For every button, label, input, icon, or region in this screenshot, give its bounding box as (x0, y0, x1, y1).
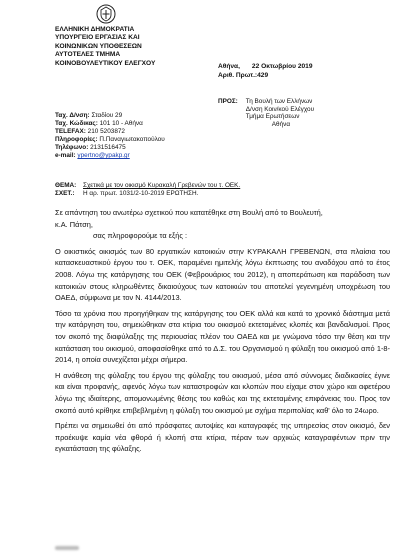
intro-line: κ.Α. Πάτση, (55, 219, 93, 229)
ministry-line: ΚΟΙΝΟΒΟΥΛΕΥΤΙΚΟΥ ΕΛΕΓΧΟΥ (55, 59, 156, 67)
city: Αθήνα, (218, 63, 240, 70)
subject-line (55, 182, 240, 190)
contact-label: Πληροφορίες: (55, 136, 98, 144)
protocol-number: 429 (257, 71, 269, 79)
contact-value: 2131516475 (90, 144, 126, 152)
paragraph-1: Ο οικιστικός οικισμός των 80 εργατικών κατοικιών στην ΚΥΡΑΚΑΛΗ ΓΡΕΒΕΝΩΝ, στα πλαίσια του κατασκευαστικού έργου του τ. ΟΕΚ, παραμένει ημιτελής λόγω έκπτωσης του αναδόχου από το έτος 2008. Λόγω της κατάργησης του ΟΕΚ (Φεβρουάριος του 2012), η αποπεράτωση και παράδοση των κατοικιών στους κληρωθέντες δικαιούχους των κατοικιών του αποτελεί γεγενημένη υποχρέωση του ΟΑΕΔ, σύμφωνα με τον Ν. 4144/2013. (55, 246, 390, 303)
contact-value: Σταδίου 29 (91, 112, 123, 119)
recipient-line: Τμήμα Ερωτήσεων (245, 113, 300, 121)
recipient-line: Τη Βουλή των Ελλήνων (245, 98, 313, 105)
contact-row-postcode (55, 120, 165, 128)
date-line (218, 63, 313, 72)
date: 22 Οκτωβρίου 2019 (251, 63, 313, 70)
recipient-line: Δ/νση Κοιν/κού Ελέγχου (245, 105, 315, 113)
ministry-line: ΥΠΟΥΡΓΕΙΟ ΕΡΓΑΣΙΑΣ ΚΑΙ (55, 34, 140, 42)
contact-label: Τηλέφωνο: (55, 144, 89, 152)
contact-row-email (55, 152, 165, 160)
ministry-line: ΕΛΛΗΝΙΚΗ ΔΗΜΟΚΡΑΤΙΑ (55, 26, 135, 33)
reference-line (55, 190, 240, 198)
reference-text: Η αρ. πρωτ. 1031/2-10-2019 ΕΡΩΤΗΣΗ. (83, 189, 199, 197)
subject-label: ΘΕΜΑ: (55, 182, 77, 189)
paragraph-3: Η ανάθεση της φύλαξης του έργου της φύλαξης του οικισμού, μέσα από σύννομες διαδικασίες έγινε και είναι προφανής, αφενός λόγω των καταστροφών και κλοπών που είχαμε στον χώρο και αφετέρου λόγω της ιδιαίτερης, απομονωμένης θέσης του καθώς και της εκτεταμένης επιφάνειας του. Προς τον σκοπό αυτό κρίθηκε επιβεβλημένη η φύλαξη του οικισμού με σχήμα περιπολίας καθ' όλο το 24ωρο. (55, 370, 390, 415)
recipient-block (218, 98, 314, 128)
email-link[interactable]: ypertno@ypakp.gr (77, 152, 130, 160)
contact-label: Ταχ. Δ/νση: (55, 112, 90, 119)
ministry-line: ΑΥΤΟΤΕΛΕΣ ΤΜΗΜΑ (55, 51, 121, 59)
subject-block (55, 182, 240, 198)
protocol-line (218, 72, 313, 81)
contact-value: 210 5203872 (87, 128, 125, 136)
contact-label: e-mail: (55, 152, 76, 160)
ministry-line: ΚΟΙΝΩΝΙΚΩΝ ΥΠΟΘΕΣΕΩΝ (55, 42, 142, 50)
reference-label: ΣΧΕΤ.: (55, 189, 75, 197)
greek-emblem-icon (96, 4, 116, 24)
subject-text: Σχετικά με τον οικισμό Κυρακαλή Γρεβενών του τ. ΟΕΚ. (83, 182, 241, 189)
paragraph-2: Τόσο τα χρόνια που προηγήθηκαν της κατάργησης του ΟΕΚ αλλά και κατά το χρονικό διάστημα μετά την κατάργηση του, σημειώθηκαν στα κτίρια του οικισμού εκτεταμένες κλοπές και βανδαλισμοί. Προς τον σκοπό της διαφύλαξης της περιουσίας πλέον του ΟΑΕΔ και με γνώμονα τόσο την θέση και την κατάσταση του οικισμού, αποφασίσθηκε από το Δ.Σ. του Οργανισμού η φύλαξη του οικισμού από 1-8-2014, η οποία συνεχίζεται μέχρι σήμερα. (55, 308, 390, 365)
to-label: ΠΡΟΣ: (218, 98, 238, 105)
recipient-lines (246, 98, 314, 128)
footer-fragment (55, 546, 79, 550)
recipient-line: Αθήνα (271, 120, 291, 128)
ministry-header (55, 26, 155, 68)
protocol-label: Αριθ. Πρωτ.: (218, 71, 258, 79)
contact-label: TELEFAX: (55, 128, 86, 136)
intro-line: σας πληροφορούμε τα εξής : (93, 231, 188, 241)
contact-label: Ταχ. Κώδικας: (55, 120, 98, 128)
contact-row-phone (55, 144, 165, 152)
date-protocol-block (218, 63, 313, 80)
paragraph-4: Πρέπει να σημειωθεί ότι από πρόσφατες αυτοψίες και καταγραφές της υπηρεσίας στον οικισμό, δεν προέκυψε καμία νέα φθορά ή κλοπή στα κτίρια, πέραν των αρχικώς καταγραφέντων πριν την εγκατάσταση της φύλαξης. (55, 421, 390, 454)
letter-body (55, 207, 390, 455)
contact-value: 101 10 - Αθήνα (99, 120, 143, 128)
contact-row-address (55, 112, 165, 120)
intro-line: Σε απάντηση του ανωτέρω σχετικού που κατατέθηκε στη Βουλή από το Βουλευτή, (55, 208, 323, 217)
contact-block (55, 112, 165, 161)
contact-value: Π.Παναγιωτακοπούλου (99, 136, 165, 144)
